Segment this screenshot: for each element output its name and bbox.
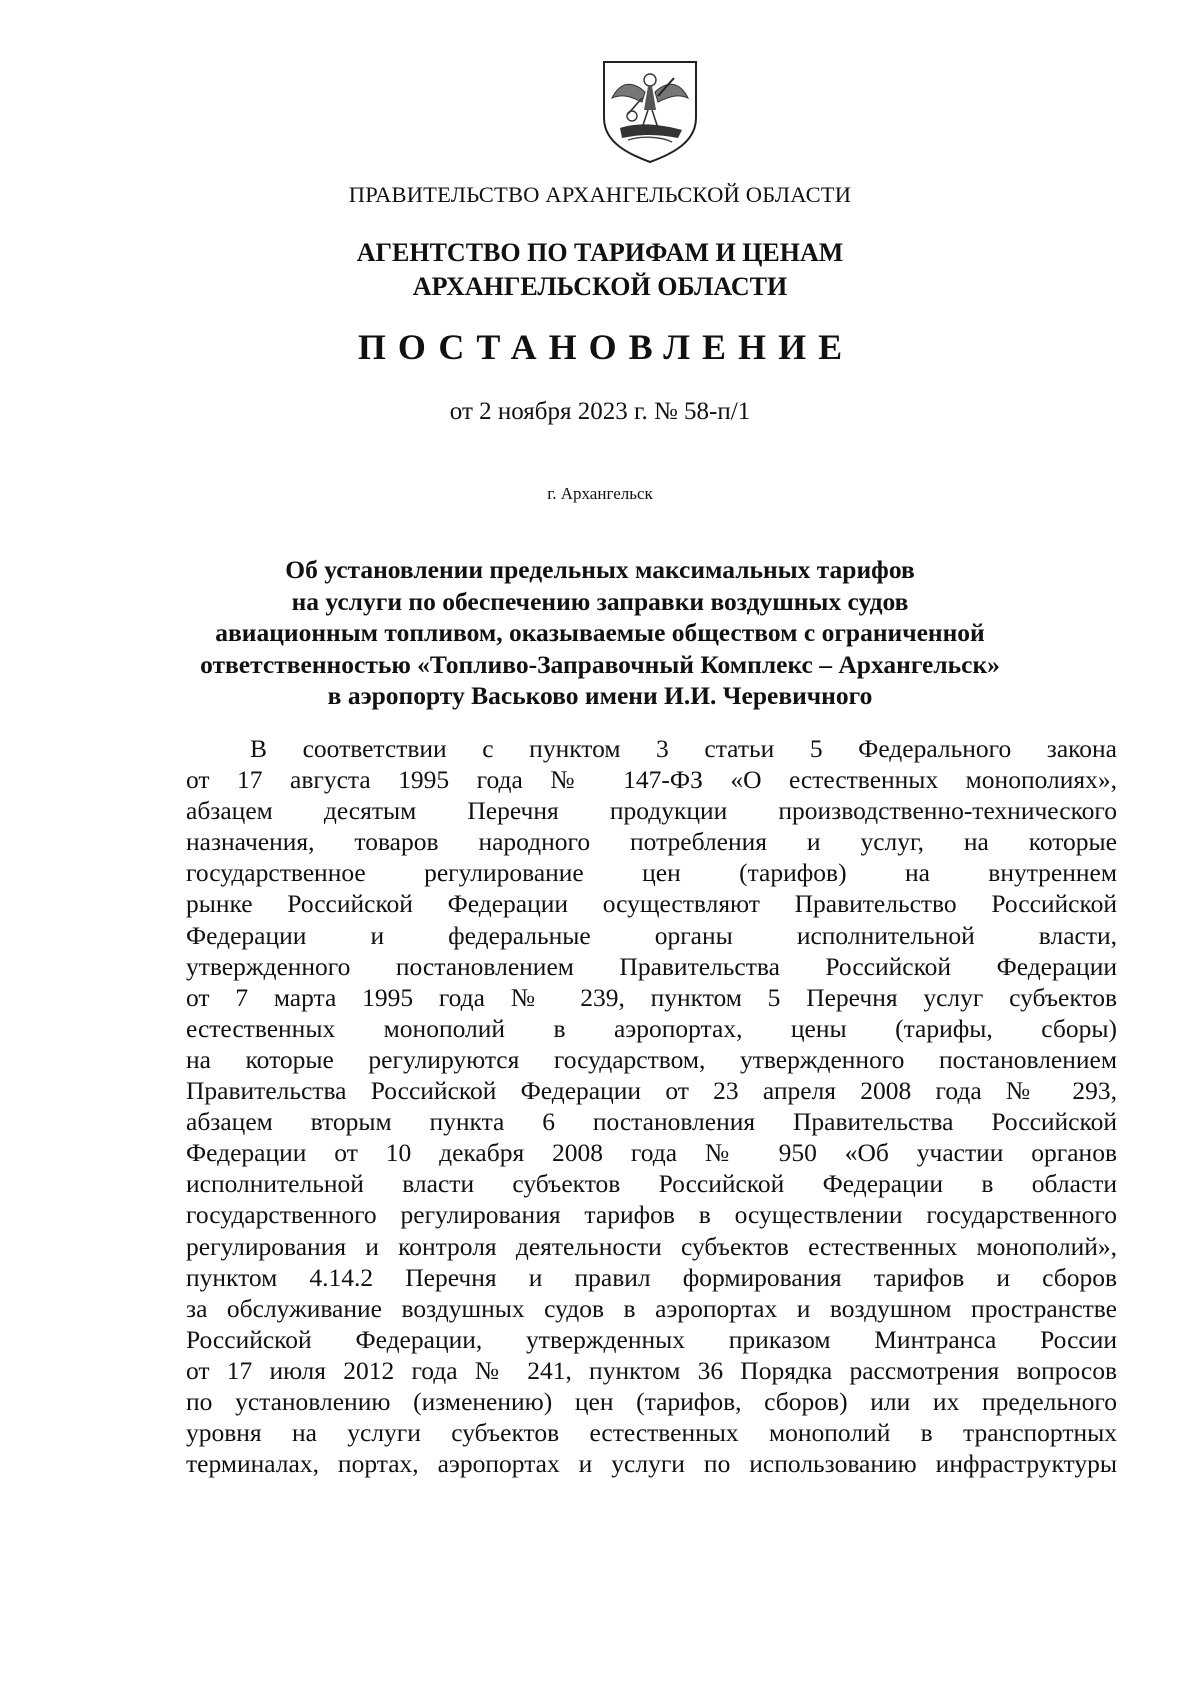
- body-line: абзацем вторым пункта 6 постановления Правительства Российской: [186, 1107, 1117, 1137]
- agency-name-line: АРХАНГЕЛЬСКОЙ ОБЛАСТИ: [412, 272, 788, 301]
- body-line: от 17 июля 2012 года № 241, пунктом 36 Порядка рассмотрения вопросов: [186, 1355, 1117, 1385]
- body-line: государственное регулирование цен (тарифов) на внутреннем: [186, 858, 1117, 888]
- body-line: абзацем десятым Перечня продукции производственно-технического: [186, 796, 1117, 826]
- title-line: авиационным топливом, оказываемые обществом с ограниченной: [215, 618, 985, 647]
- city-name: г. Архангельск: [547, 484, 653, 503]
- agency-name-line: АГЕНТСТВО ПО ТАРИФАМ И ЦЕНАМ: [356, 238, 844, 267]
- government-name: ПРАВИТЕЛЬСТВО АРХАНГЕЛЬСКОЙ ОБЛАСТИ: [348, 182, 852, 207]
- body-line: от 7 марта 1995 года № 239, пунктом 5 Перечня услуг субъектов: [186, 982, 1117, 1012]
- title-line: ответственностью «Топливо-Заправочный Комплекс – Архангельск»: [200, 649, 1000, 679]
- resolution-title: [0, 554, 1200, 712]
- body-line: назначения, товаров народного потребления и услуг, на которые: [186, 827, 1117, 857]
- body-line: на которые регулируются государством, утвержденного постановлением: [186, 1044, 1117, 1074]
- body-line: уровня на услуги субъектов естественных монополий в транспортных: [186, 1418, 1117, 1448]
- body-line: по установлению (изменению) цен (тарифов, сборов) или их предельного: [186, 1386, 1117, 1416]
- body-line: Федерации и федеральные органы исполнительной власти,: [186, 920, 1117, 950]
- body-line: утвержденного постановлением Правительства Российской Федерации: [186, 951, 1117, 981]
- agency-name: [0, 236, 1200, 304]
- body-line: Федерации от 10 декабря 2008 года № 950 «Об участии органов: [186, 1138, 1117, 1168]
- date-and-number: от 2 ноября 2023 г. № 58-п/1: [449, 398, 751, 425]
- body-line: Правительства Российской Федерации от 23 апреля 2008 года № 293,: [186, 1076, 1117, 1106]
- body-line: пунктом 4.14.2 Перечня и правил формирования тарифов и сборов: [186, 1262, 1117, 1292]
- title-line: в аэропорту Васьково имени И.И. Черевичного: [327, 681, 873, 710]
- title-line: на услуги по обеспечению заправки воздушных судов: [291, 586, 909, 616]
- body-text: [186, 733, 1117, 1479]
- body-line: за обслуживание воздушных судов в аэропортах и воздушном пространстве: [186, 1293, 1117, 1323]
- body-line: Российской Федерации, утвержденных приказом Минтранса России: [186, 1324, 1117, 1354]
- title-line: Об установлении предельных максимальных тарифов: [285, 555, 915, 584]
- body-line: государственного регулирования тарифов в осуществлении государственного: [186, 1200, 1117, 1230]
- body-line: естественных монополий в аэропортах, цены (тарифы, сборы): [186, 1013, 1117, 1043]
- document-type-heading: ПОСТАНОВЛЕНИЕ: [357, 327, 855, 367]
- body-line: исполнительной власти субъектов Российской Федерации в области: [186, 1169, 1117, 1199]
- coat-of-arms-emblem: [598, 58, 702, 164]
- body-line: регулирования и контроля деятельности субъектов естественных монополий»,: [186, 1231, 1117, 1261]
- body-line: В соответствии с пунктом 3 статьи 5 Федерального закона: [250, 734, 1117, 763]
- body-line: от 17 августа 1995 года № 147-ФЗ «О естественных монополиях»,: [186, 765, 1117, 795]
- body-line: терминалах, портах, аэропортах и услуги по использованию инфраструктуры: [186, 1449, 1117, 1479]
- body-line: рынке Российской Федерации осуществляют Правительство Российской: [186, 889, 1117, 919]
